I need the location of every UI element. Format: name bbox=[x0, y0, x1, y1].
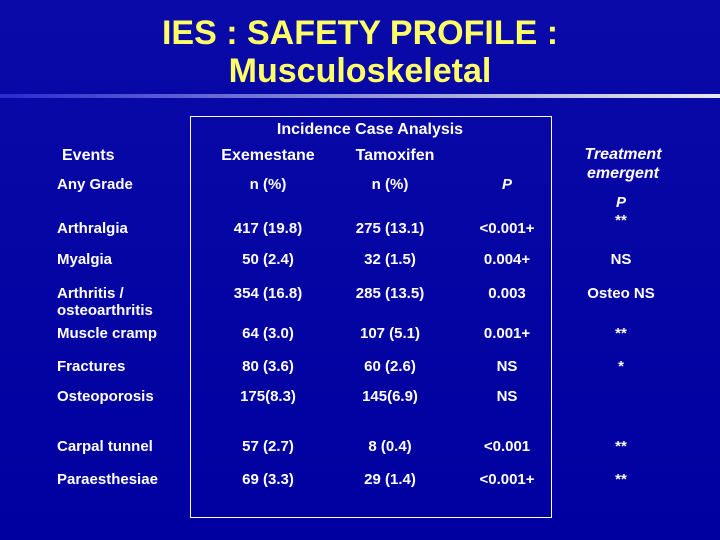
treatment-emergent-carpal-tunnel: ** bbox=[615, 438, 627, 455]
treatment-emergent-arthralgia: ** bbox=[615, 212, 627, 229]
exemestane-n-header: n (%) bbox=[249, 176, 287, 193]
treatment-emergent-line-2: emergent bbox=[586, 165, 660, 182]
treatment-emergent-fractures: * bbox=[618, 358, 624, 375]
event-label-arthralgia: Arthralgia bbox=[57, 220, 128, 237]
p-value-muscle-cramp: 0.001+ bbox=[483, 325, 531, 342]
incidence-header: Incidence Case Analysis bbox=[276, 121, 464, 138]
exemestane-value-carpal-tunnel: 57 (2.7) bbox=[242, 438, 294, 455]
tamoxifen-value-muscle-cramp: 107 (5.1) bbox=[359, 325, 421, 342]
treatment-emergent-arthritis: Osteo NS bbox=[587, 285, 655, 302]
title-divider bbox=[0, 94, 720, 98]
title-line-1: IES : SAFETY PROFILE : bbox=[161, 14, 559, 52]
tamoxifen-value-myalgia: 32 (1.5) bbox=[364, 251, 416, 268]
tamoxifen-header: Tamoxifen bbox=[355, 147, 435, 164]
exemestane-value-paraesthesiae: 69 (3.3) bbox=[242, 471, 294, 488]
tamoxifen-value-carpal-tunnel: 8 (0.4) bbox=[368, 438, 412, 455]
event-label-fractures: Fractures bbox=[57, 358, 126, 375]
treatment-emergent-myalgia: NS bbox=[610, 251, 632, 268]
treatment-emergent-header bbox=[568, 145, 678, 183]
tamoxifen-value-arthralgia: 275 (13.1) bbox=[355, 220, 425, 237]
exemestane-value-arthralgia: 417 (19.8) bbox=[233, 220, 303, 237]
any-grade-label: Any Grade bbox=[57, 176, 133, 193]
exemestane-value-fractures: 80 (3.6) bbox=[242, 358, 294, 375]
event-label-muscle-cramp: Muscle cramp bbox=[57, 325, 158, 342]
exemestane-value-myalgia: 50 (2.4) bbox=[242, 251, 294, 268]
title-line-2: Musculoskeletal bbox=[228, 52, 492, 90]
treatment-emergent-muscle-cramp: ** bbox=[615, 325, 627, 342]
p-value-paraesthesiae: <0.001+ bbox=[479, 471, 535, 488]
tamoxifen-value-osteoporosis: 145(6.9) bbox=[362, 388, 418, 405]
exemestane-value-arthritis: 354 (16.8) bbox=[233, 285, 303, 302]
treatment-emergent-paraesthesiae: ** bbox=[615, 471, 627, 488]
p-value-header: P bbox=[501, 176, 513, 193]
tamoxifen-value-arthritis: 285 (13.5) bbox=[355, 285, 425, 302]
event-label-myalgia: Myalgia bbox=[57, 251, 113, 268]
event-label-paraesthesiae: Paraesthesiae bbox=[57, 471, 158, 488]
p-value-arthralgia: <0.001+ bbox=[479, 220, 535, 237]
exemestane-value-muscle-cramp: 64 (3.0) bbox=[242, 325, 294, 342]
event-label-osteoporosis: Osteoporosis bbox=[57, 388, 154, 405]
event-label-carpal-tunnel: Carpal tunnel bbox=[57, 438, 153, 455]
treatment-emergent-p-header: P bbox=[615, 194, 627, 211]
exemestane-value-osteoporosis: 175(8.3) bbox=[240, 388, 296, 405]
p-value-carpal-tunnel: <0.001 bbox=[483, 438, 531, 455]
events-header: Events bbox=[62, 147, 115, 164]
p-value-myalgia: 0.004+ bbox=[483, 251, 531, 268]
p-value-fractures: NS bbox=[496, 358, 518, 375]
event-label-arthritis-line-2: osteoarthritis bbox=[57, 302, 153, 319]
p-value-osteoporosis: NS bbox=[496, 388, 518, 405]
slide-title bbox=[0, 14, 720, 90]
event-label-arthritis-line-1: Arthritis / bbox=[57, 285, 124, 302]
treatment-emergent-line-1: Treatment bbox=[584, 146, 662, 163]
p-value-arthritis: 0.003 bbox=[488, 285, 526, 302]
tamoxifen-value-fractures: 60 (2.6) bbox=[364, 358, 416, 375]
tamoxifen-n-header: n (%) bbox=[371, 176, 409, 193]
exemestane-header: Exemestane bbox=[221, 147, 315, 164]
tamoxifen-value-paraesthesiae: 29 (1.4) bbox=[364, 471, 416, 488]
